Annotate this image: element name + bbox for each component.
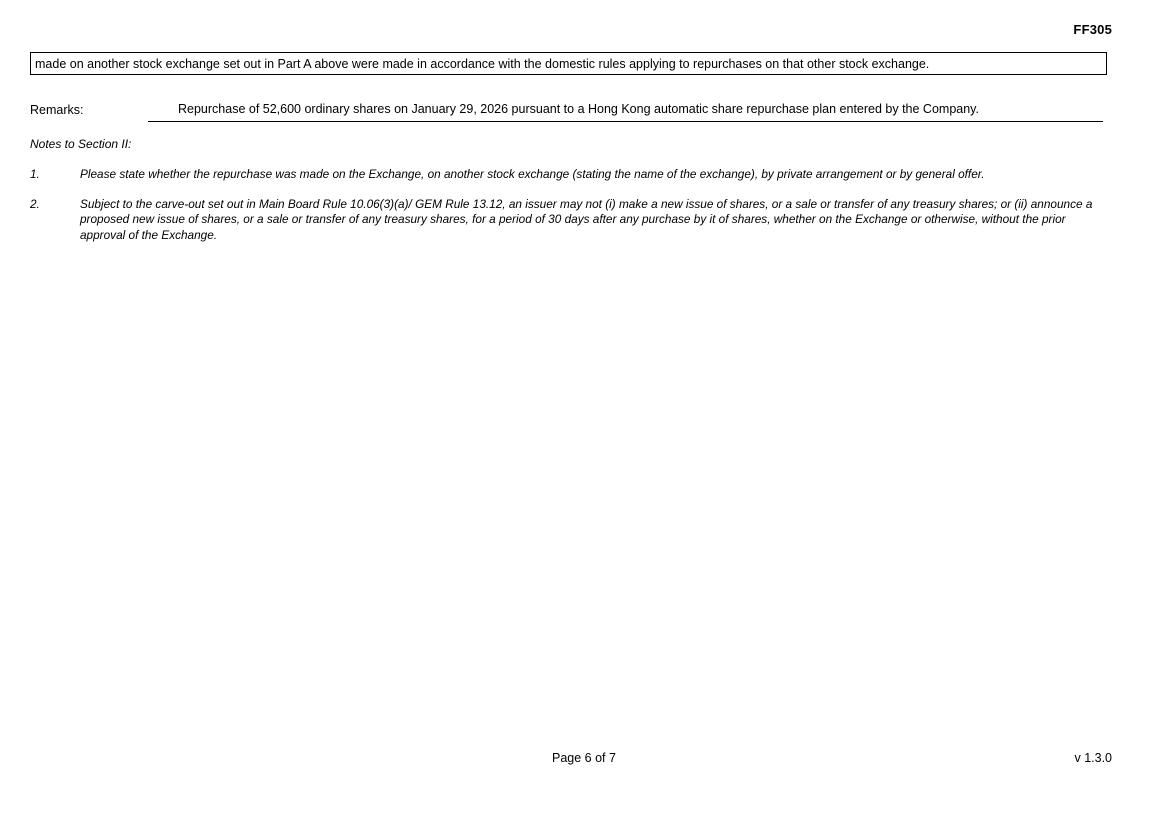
page-number: Page 6 of 7 [552, 751, 616, 765]
note-text: Please state whether the repurchase was made on the Exchange, on another stock exchange (stating the name of the exchange), by private arrangement or by general offer. [80, 167, 985, 181]
remarks-field[interactable] [148, 100, 1103, 122]
version-label: v 1.3.0 [1074, 751, 1112, 765]
note-item [30, 197, 1110, 247]
remarks-row [30, 100, 1107, 124]
remarks-value: Repurchase of 52,600 ordinary shares on January 29, 2026 pursuant to a Hong Kong automatic share repurchase plan entered by the Company. [178, 102, 979, 116]
form-code: FF305 [1073, 22, 1112, 37]
declaration-box [30, 52, 1107, 75]
declaration-text: made on another stock exchange set out in Part A above were made in accordance with the domestic rules applying to repurchases on that other stock exchange. [35, 57, 930, 71]
notes-heading: Notes to Section II: [30, 137, 132, 151]
note-number: 2. [30, 197, 40, 211]
note-item [30, 167, 1110, 185]
note-text: Subject to the carve-out set out in Main Board Rule 10.06(3)(a)/ GEM Rule 13.12, an issuer may not (i) make a new issue of shares, or a sale or transfer of any treasury shares; or (ii) announce a proposed new issue of shares, or a sale or transfer of any treasury shares, for a period of 30 days after any purchase by it of shares, whether on the Exchange or otherwise, without the prior approval of the Exchange. [80, 197, 1093, 242]
remarks-label: Remarks: [30, 103, 84, 117]
note-number: 1. [30, 167, 40, 181]
